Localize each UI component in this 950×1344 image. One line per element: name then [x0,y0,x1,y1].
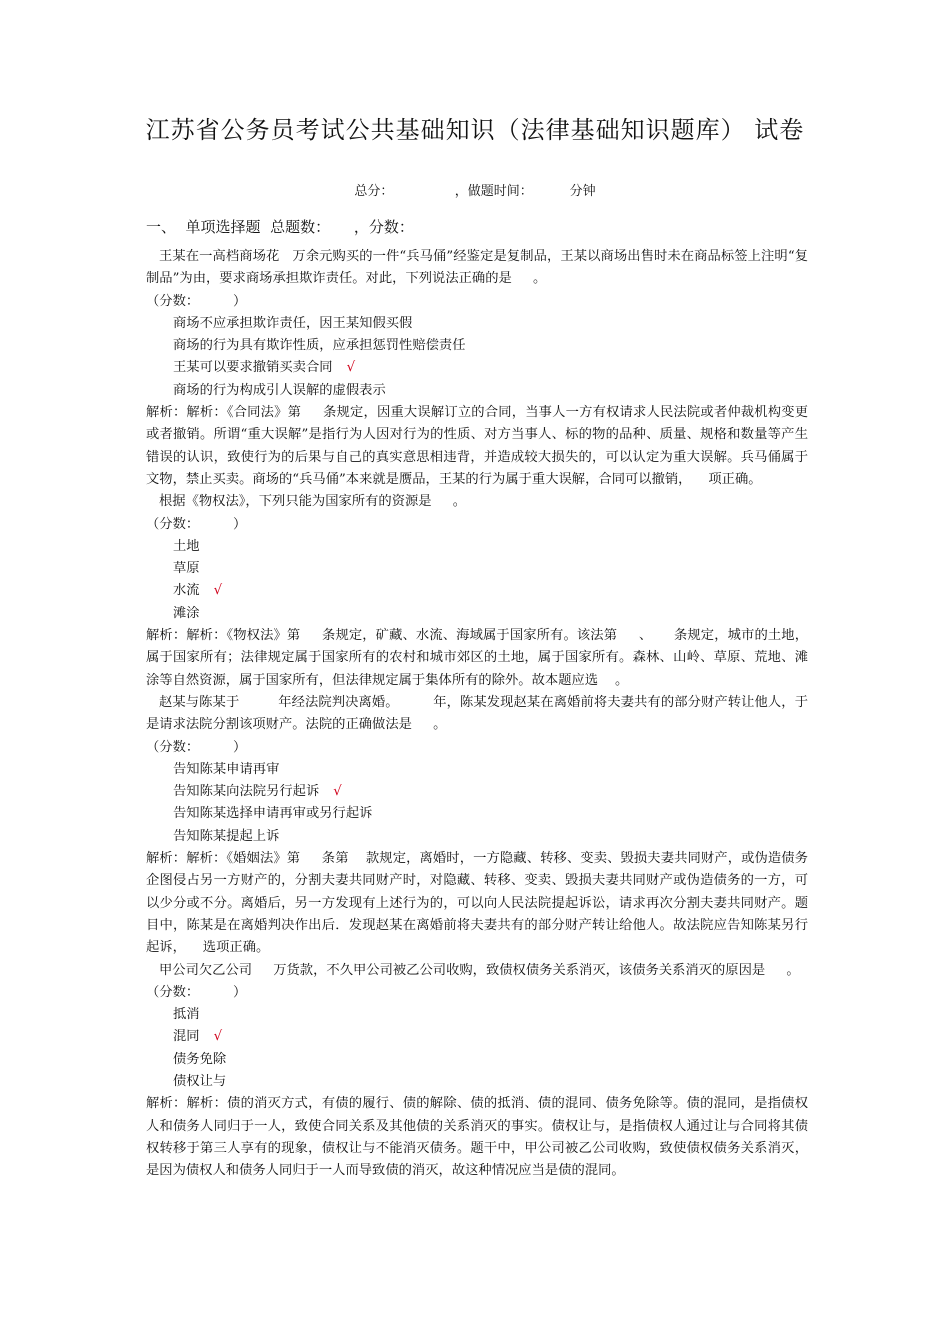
analysis-text: 解析：解析：《婚姻法》第 条第 款规定，离婚时，一方隐藏、转移、变卖、毁损夫妻共同财产，或伪造债务企图侵占另一方财产的，分割夫妻共同财产时，对隐藏、转移、变卖、毁损夫妻共同财产或伪造债务的一方，可以少分或不分。离婚后，另一方发现有上述行为的，可以向人民法院提起诉讼，请求再次分割夫妻共同财产。题目中，陈某是在离婚判决作出后．发现赵某在离婚前将夫妻共有的部分财产转让给他人。故法院应告知陈某另行起诉， 选项正确。 [146,851,808,956]
question-1 [146,246,808,491]
option-text: 商场的行为构成引人误解的虚假表示 [173,382,386,398]
option-text: 土地 [173,538,200,554]
option-a [146,313,808,335]
option-a [146,536,808,558]
option-text: 告知陈某申请再审 [173,761,280,777]
option-text: 混同 [173,1029,200,1045]
option-text: 商场的行为具有欺诈性质，应承担惩罚性赔偿责任 [173,338,466,354]
option-d [146,1071,808,1093]
option-b [146,558,808,580]
option-text: 水流 [173,583,200,599]
analysis-text: 解析：解析：《合同法》第 条规定，因重大误解订立的合同，当事人一方有权请求人民法院或者仲裁机构变更或者撤销。所谓“重大误解”是指行为人因对行为的性质、对方当事人、标的物的品种、质量、规格和数量等产生错误的认识，致使行为的后果与自己的真实意思相违背，并造成较大损失的，可以认定为重大误解。兵马俑属于文物，禁止买卖。商场的“兵马俑”本来就是赝品，王某的行为属于重大误解，合同可以撤销， 项正确。 [146,405,808,487]
question-2 [146,491,808,692]
option-text: 滩涂 [173,605,200,621]
question-score: （分数： ） [146,516,247,532]
correct-check-icon: √ [346,360,356,376]
question-list [146,246,808,1182]
option-text: 告知陈某向法院另行起诉 [173,784,320,800]
option-c [146,580,808,602]
correct-check-icon: √ [213,583,223,599]
option-c [146,803,808,825]
question-3 [146,692,808,960]
question-stem: 赵某与陈某于 年经法院判决离婚。 年，陈某发现赵某在离婚前将夫妻共有的部分财产转让他人，于是请求法院分割该项财产。法院的正确做法是 。 [146,694,808,733]
option-a [146,1004,808,1026]
option-text: 商场不应承担欺诈责任，因王某知假买假 [173,315,413,331]
correct-check-icon: √ [333,784,342,800]
option-text: 债权让与 [173,1073,227,1089]
correct-check-icon: √ [213,1029,223,1045]
option-d [146,380,808,402]
option-text: 告知陈某选择申请再审或另行起诉 [173,806,373,822]
option-text: 告知陈某提起上诉 [173,828,280,844]
section-heading: 一、 单项选择题 总题数： ，分数： [146,218,414,236]
question-4 [146,960,808,1183]
option-b [146,1026,808,1048]
question-score: （分数： ） [146,293,247,309]
question-stem: 王某在一高档商场花 万余元购买的一件“兵马俑”经鉴定是复制品，王某以商场出售时未在商品标签上注明“复制品”为由，要求商场承担欺诈责任。对此，下列说法正确的是 。 [146,249,808,287]
option-b [146,335,808,357]
question-score: （分数： ） [146,984,247,1000]
option-d [146,826,808,848]
analysis-text: 解析：解析：《物权法》第 条规定，矿藏、水流、海域属于国家所有。该法第 、 条规定，城市的土地，属于国家所有；法律规定属于国家所有的农村和城市郊区的土地，属于国家所有。森林、山岭、草原、荒地、滩涂等自然资源，属于国家所有，但法律规定属于集体所有的除外。故本题应选 。 [146,628,808,688]
option-text: 债务免除 [173,1051,227,1067]
question-score: （分数： ） [146,739,247,755]
total-score-label: 总分： [354,184,394,199]
option-a [146,759,808,781]
minute-label: 分钟 [569,184,596,199]
option-d [146,603,808,625]
option-c [146,1049,808,1071]
document-title: 江苏省公务员考试公共基础知识（法律基础知识题库） 试卷 [145,116,805,144]
question-stem: 根据《物权法》，下列只能为国家所有的资源是 。 [159,494,467,510]
score-time-line [0,180,950,199]
analysis-text: 解析：解析：债的消灭方式，有债的履行、债的解除、债的抵消、债的混同、债务免除等。债的混同，是指债权人和债务人同归于一人，致使合同关系及其他债的关系消灭的事实。债权让与，是指债权人通过让与合同将其债权转移于第三人享有的现象，债权让与不能消灭债务。题干中，甲公司被乙公司收购，致使债权债务关系消灭，是因为债权人和债务人同归于一人而导致债的消灭，故这种情况应当是债的混同。 [146,1096,808,1179]
option-c [146,357,808,379]
question-stem: 甲公司欠乙公司 万货款，不久甲公司被乙公司收购，致债权债务关系消灭，该债务关系消灭的原因是 。 [159,962,800,978]
time-label: ，做题时间： [454,184,533,199]
option-text: 王某可以要求撤销买卖合同 [173,360,333,376]
option-b [146,781,808,803]
option-text: 草原 [173,561,200,577]
option-text: 抵消 [173,1007,200,1023]
